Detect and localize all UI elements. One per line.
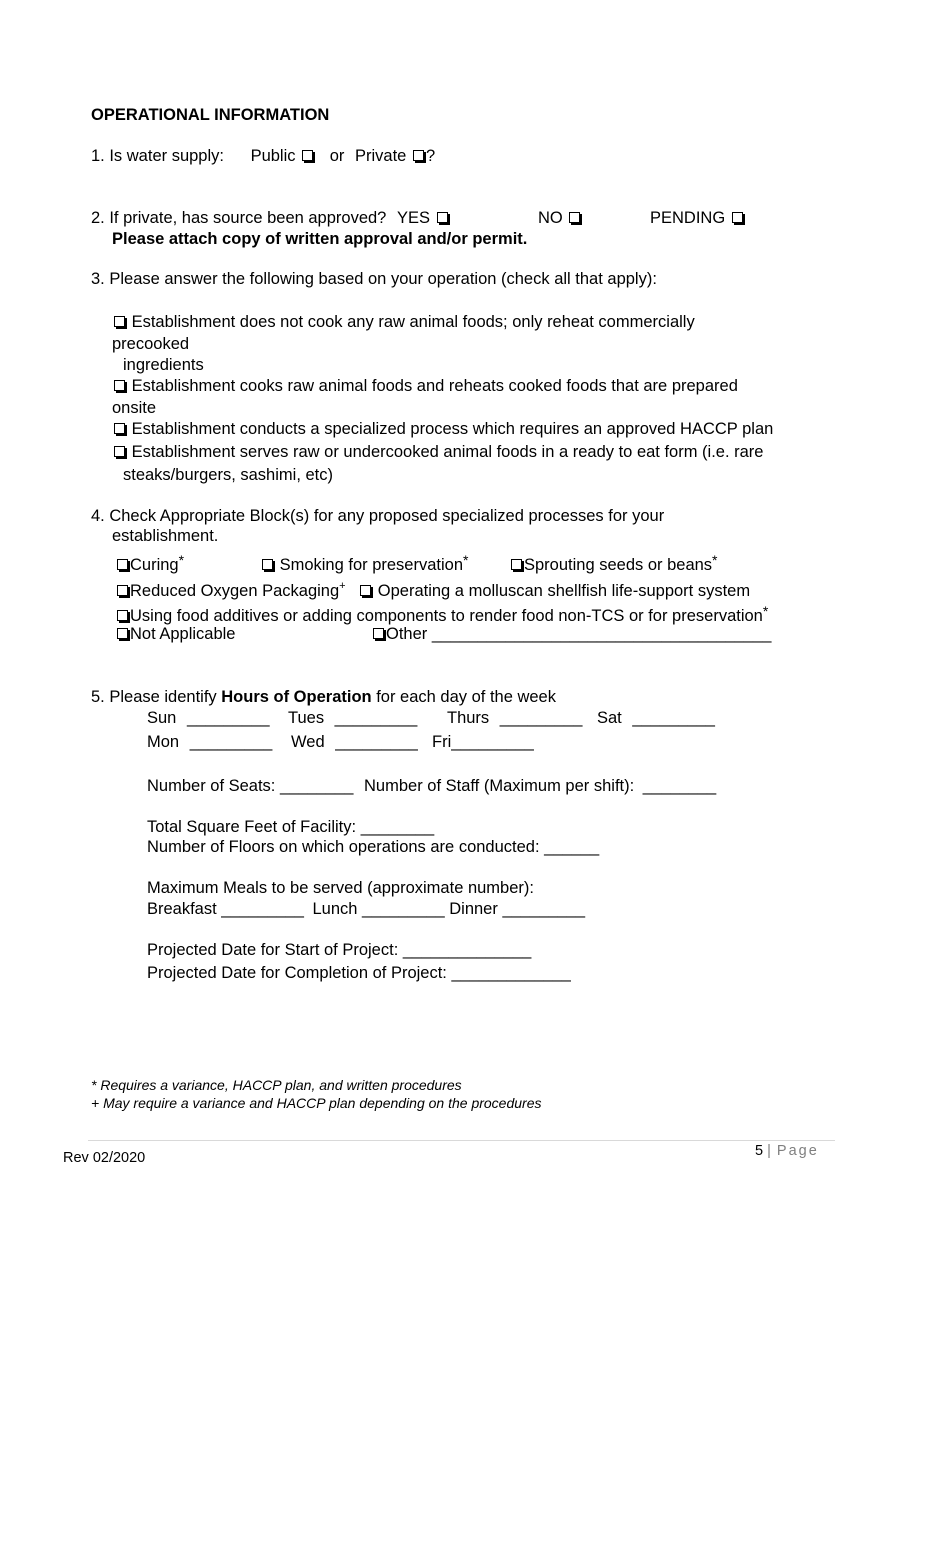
q5-start-label: Projected Date for Start of Project: [147, 941, 399, 959]
q4-rop-label: Reduced Oxygen Packaging [130, 582, 340, 600]
q2-yes-label: YES [396, 209, 430, 227]
q5-wed-field[interactable]: _________ [335, 733, 418, 751]
q1-label: 1. Is water supply: [91, 147, 224, 165]
q5-sat [597, 708, 715, 728]
page-number-value: 5 [755, 1143, 764, 1159]
q5-fri [432, 732, 534, 752]
q3-option-3-checkbox[interactable] [114, 423, 125, 434]
q1-private-checkbox[interactable] [413, 150, 424, 161]
q5-label [91, 687, 556, 707]
q5-completion-label: Projected Date for Completion of Project: [147, 964, 447, 982]
q5-sun [147, 708, 270, 728]
q4-other-field[interactable]: _____________________________________ [431, 625, 772, 643]
q3-option-4-text: Establishment serves raw or undercooked animal foods in a ready to eat form (i.e. rare [131, 443, 764, 461]
q4-sprouting-checkbox[interactable] [511, 559, 522, 570]
q5-floors-field[interactable]: ______ [544, 838, 600, 856]
q5-meals-label: Maximum Meals to be served (approximate number): [147, 879, 534, 897]
q5-completion-row [147, 963, 571, 983]
q4-rop-checkbox[interactable] [117, 585, 128, 596]
q4-not-applicable-label: Not Applicable [130, 625, 236, 643]
q5-tues [288, 708, 417, 728]
q2-no-checkbox[interactable] [569, 212, 580, 223]
q4-additives [115, 601, 768, 626]
q5-tues-label: Tues [288, 709, 325, 727]
q4-rop-plus: + [339, 580, 346, 592]
footnote-plus: + May require a variance and HACCP plan depending on the procedures [91, 1095, 542, 1111]
q5-sun-field[interactable]: _________ [186, 709, 270, 727]
page-number [755, 1143, 819, 1159]
q1-row [91, 146, 435, 166]
q3-option-3-text: Establishment conducts a specialized process which requires an approved HACCP plan [131, 420, 774, 438]
q3-option-4 [112, 442, 763, 462]
q5-sat-field[interactable]: _________ [632, 709, 715, 727]
q4-curing-label: Curing [130, 556, 179, 574]
page-separator: | [767, 1143, 773, 1159]
q4-sprouting-star: * [712, 552, 718, 568]
q3-option-1-text: Establishment does not cook any raw animal foods; only reheat commercially [131, 313, 695, 331]
q3-option-1-checkbox[interactable] [114, 316, 125, 327]
q5-seats-row [147, 776, 716, 796]
q2-pending [650, 208, 745, 228]
q3-option-4-cont: steaks/burgers, sashimi, etc) [123, 466, 333, 484]
q3-option-4-checkbox[interactable] [114, 446, 125, 457]
q1-private-label: Private [354, 147, 407, 165]
q4-other-checkbox[interactable] [373, 628, 384, 639]
q4-shellfish-checkbox[interactable] [360, 585, 371, 596]
q3-option-1-cont2: ingredients [123, 356, 204, 374]
q4-rop [115, 576, 750, 601]
footer-divider [88, 1140, 835, 1141]
q5-thurs-label: Thurs [447, 709, 490, 727]
q5-mon-field[interactable]: _________ [189, 733, 273, 751]
q5-fri-label: Fri [432, 733, 452, 751]
q4-additives-star: * [762, 603, 769, 619]
q3-option-2-checkbox[interactable] [114, 380, 125, 391]
q4-curing [115, 550, 184, 575]
q3-option-2 [112, 376, 738, 396]
q5-breakfast-field[interactable]: _________ [221, 900, 304, 918]
q5-fri-field[interactable]: _________ [451, 733, 534, 751]
q4-curing-star: * [178, 552, 185, 568]
q5-sqft-label: Total Square Feet of Facility: [147, 818, 357, 836]
q2-note: Please attach copy of written approval and/or permit. [112, 230, 528, 248]
q3-option-1 [112, 312, 695, 332]
q3-option-1-cont: precooked [112, 335, 190, 353]
q5-mon-label: Mon [147, 733, 180, 751]
q5-floors-row [147, 837, 599, 857]
q5-tues-field[interactable]: _________ [334, 709, 418, 727]
q5-label-post: for each day of the week [376, 688, 556, 706]
q5-sun-label: Sun [147, 709, 177, 727]
q5-start-row [147, 940, 531, 960]
q4-label: 4. Check Appropriate Block(s) for any proposed specialized processes for your [91, 507, 665, 525]
q4-sprouting-label: Sprouting seeds or beans [524, 556, 713, 574]
q5-seats-label: Number of Seats: [147, 777, 276, 795]
q4-not-applicable-checkbox[interactable] [117, 628, 128, 639]
q1-or: or [329, 147, 345, 165]
q5-sqft-field[interactable]: ________ [360, 818, 435, 836]
q5-seats-field[interactable]: ________ [279, 777, 354, 795]
q3-option-2-text: Establishment cooks raw animal foods and reheats cooked foods that are prepared [131, 377, 738, 395]
q5-staff-field[interactable]: ________ [642, 777, 717, 795]
q5-start-field[interactable]: ______________ [402, 941, 532, 959]
q5-lunch-label: Lunch [312, 900, 358, 918]
q5-dinner-label: Dinner [449, 900, 498, 918]
q2-no-label: NO [538, 209, 563, 227]
q4-sprouting [509, 550, 718, 575]
q4-curing-checkbox[interactable] [117, 559, 128, 570]
q5-thurs-field[interactable]: _________ [499, 709, 583, 727]
page-word: Page [776, 1143, 819, 1159]
q5-mon [147, 732, 272, 752]
q4-label-cont: establishment. [112, 527, 219, 545]
footnote-star: * Requires a variance, HACCP plan, and written procedures [91, 1077, 462, 1093]
q2-row [91, 208, 450, 228]
q4-smoking-checkbox[interactable] [262, 559, 273, 570]
q2-pending-label: PENDING [650, 209, 726, 227]
q4-additives-checkbox[interactable] [117, 610, 128, 621]
q4-other-label: Other [386, 625, 428, 643]
q5-thurs [447, 708, 582, 728]
q5-label-pre: 5. Please identify [91, 688, 217, 706]
q5-label-bold: Hours of Operation [221, 688, 372, 706]
q4-smoking [260, 550, 468, 575]
q1-public-checkbox[interactable] [302, 150, 313, 161]
q2-label: 2. If private, has source been approved? [91, 209, 387, 227]
q4-additives-label: Using food additives or adding components to render food non-TCS or for preservation [130, 607, 763, 625]
q5-dinner-field[interactable]: _________ [502, 900, 586, 918]
q4-smoking-star: * [463, 552, 469, 568]
q3-option-2-cont: onsite [112, 399, 157, 417]
q4-smoking-label: Smoking for preservation [279, 556, 464, 574]
q5-wed-label: Wed [291, 733, 325, 751]
q5-sat-label: Sat [597, 709, 622, 727]
revision-label: Rev 02/2020 [63, 1150, 146, 1166]
q4-shellfish-label: Operating a molluscan shellfish life-support system [377, 582, 751, 600]
q5-meals-row [147, 899, 585, 919]
q5-breakfast-label: Breakfast [147, 900, 217, 918]
q3-option-3 [112, 419, 773, 439]
q1-public-label: Public [250, 147, 296, 165]
q3-label: 3. Please answer the following based on your operation (check all that apply): [91, 270, 657, 288]
q4-other [371, 624, 771, 644]
q1-qmark: ? [425, 147, 436, 165]
q2-yes-checkbox[interactable] [437, 212, 448, 223]
q2-no [538, 208, 582, 228]
q5-staff-label: Number of Staff (Maximum per shift): [364, 777, 635, 795]
q2-pending-checkbox[interactable] [732, 212, 743, 223]
q5-floors-label: Number of Floors on which operations are conducted: [147, 838, 540, 856]
q5-lunch-field[interactable]: _________ [362, 900, 445, 918]
q5-wed [291, 732, 418, 752]
q4-not-applicable [115, 624, 236, 644]
q5-sqft-row [147, 817, 434, 837]
section-heading: OPERATIONAL INFORMATION [91, 106, 330, 124]
q5-completion-field[interactable]: _____________ [451, 964, 571, 982]
